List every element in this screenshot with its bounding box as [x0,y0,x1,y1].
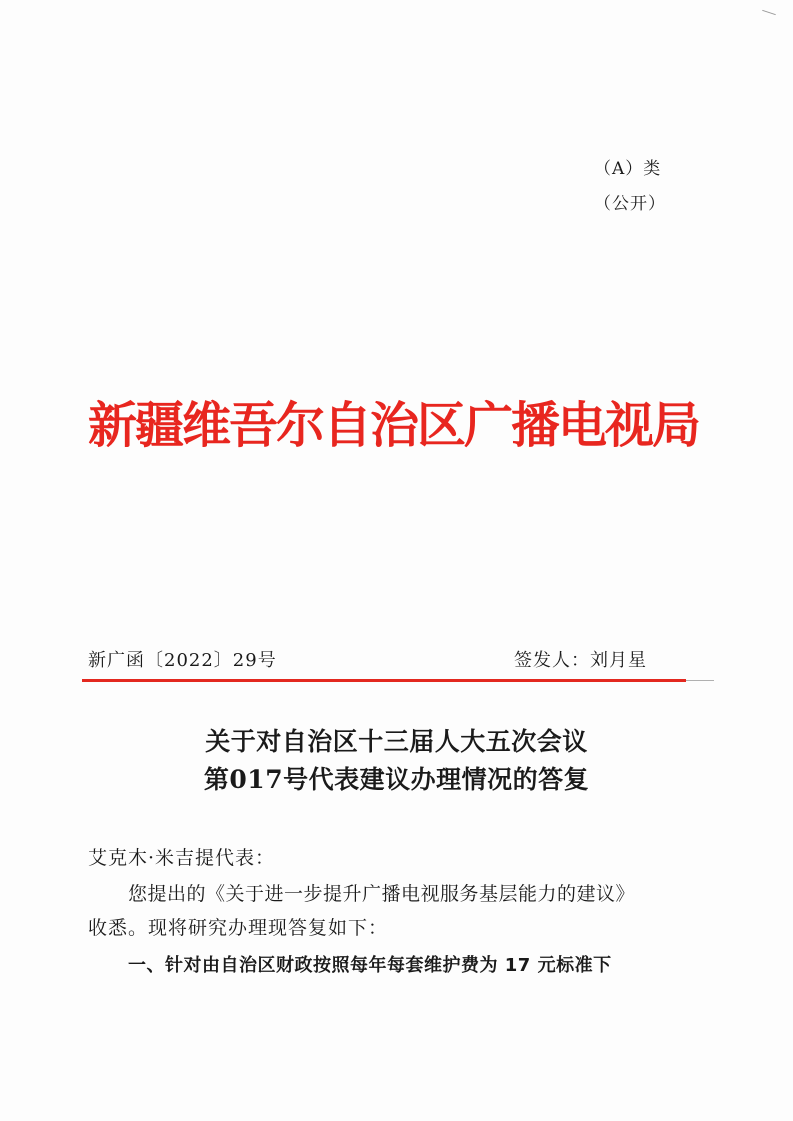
letterhead-organization: 新疆维吾尔自治区广播电视局 [88,397,700,454]
paragraph-1-line-1: 您提出的《关于进一步提升广播电视服务基层能力的建议》 [128,883,636,905]
reply-title-line-2: 第017号代表建议办理情况的答复 [203,765,590,794]
document-number: 新广函〔2022〕29号 [88,650,277,671]
paragraph-2-line-1: 一、针对由自治区财政按照每年每套维护费为 17 元标准下 [128,955,612,976]
signer-label: 签发人：刘月星 [514,650,647,671]
rule-gray-tail [686,680,714,681]
reply-title-line-1: 关于对自治区十三届人大五次会议 [205,727,588,756]
paragraph-1-line-2: 收悉。现将研究办理现答复如下： [88,917,389,939]
disclosure-label: （公开） [594,194,666,214]
salutation: 艾克木·米吉提代表： [88,847,276,869]
letterhead-red-rule [82,679,686,682]
classification-label: （A）类 [594,159,662,179]
scan-corner-mark [762,10,776,15]
